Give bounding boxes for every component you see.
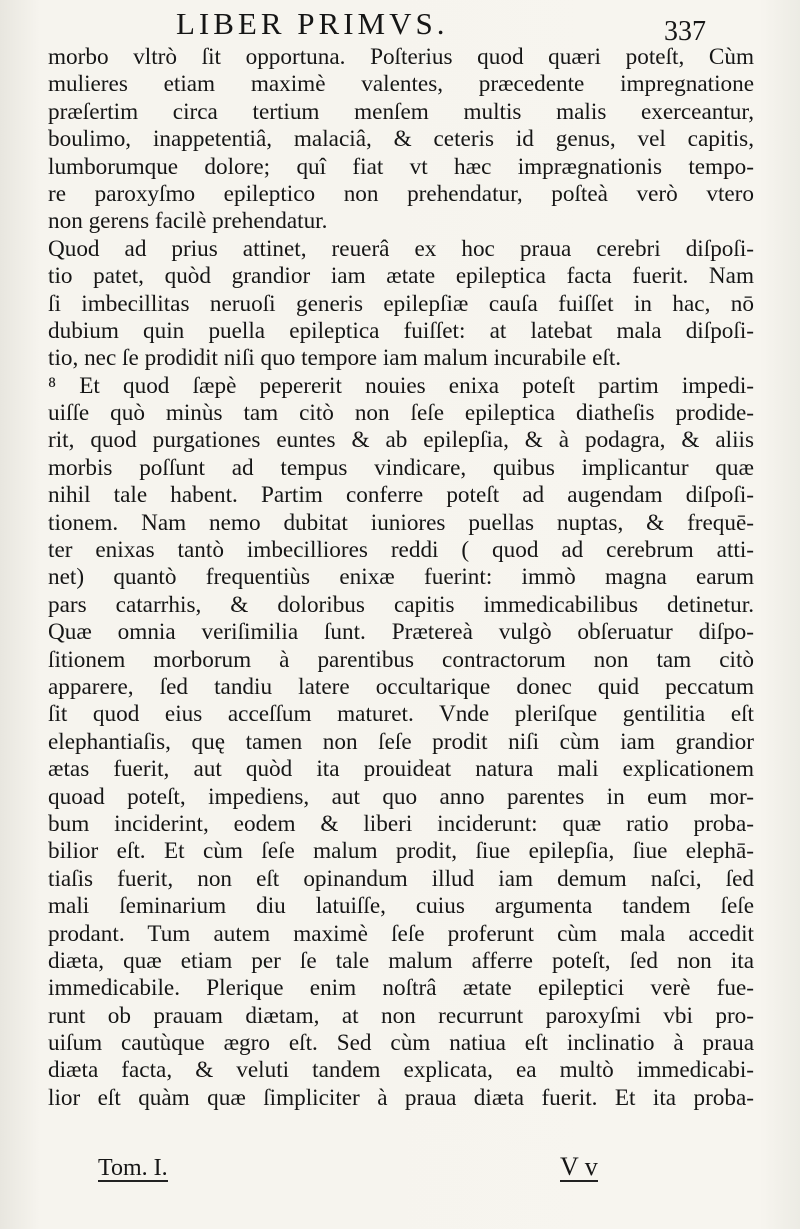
text-line: re paroxyſmo epileptico non prehendatur, poſteà verò vtero: [48, 180, 754, 207]
text-line: ſit quod eius acceſſum maturet. Vnde pleriſque gentilitia eſt: [48, 701, 754, 728]
text-line: dubium quin puella epileptica fuiſſet: at latebat mala diſpoſi-: [48, 317, 754, 344]
text-line: tionem. Nam nemo dubitat iuniores puellas nuptas, & frequē-: [48, 509, 754, 536]
page-header: [0, 4, 800, 47]
text-line: net) quantò frequentiùs enixæ fuerint: immò magna earum: [48, 564, 754, 591]
text-line: ter enixas tantò imbecilliores reddi ( quod ad cerebrum atti-: [48, 537, 754, 564]
page-number: 337: [664, 16, 706, 47]
text-line: præſertim circa tertium menſem multis malis exerceantur,: [48, 98, 754, 125]
text-line: mulieres etiam maximè valentes, præcedente impregnatione: [48, 71, 754, 98]
text-line: lior eſt quàm quæ ſimpliciter à praua diæta fuerit. Et ita proba-: [48, 1084, 754, 1111]
text-line: quoad poteſt, impediens, aut quo anno parentes in eum mor-: [48, 783, 754, 810]
page-footer: [0, 1148, 800, 1188]
text-line: ſitionem morborum à parentibus contractorum non tam citò: [48, 646, 754, 673]
text-line: mali ſeminarium diu latuiſſe, cuius argumenta tandem ſeſe: [48, 893, 754, 920]
text-line: rit, quod purgationes euntes & ab epilepſia, & à podagra, & aliis: [48, 427, 754, 454]
text-line: runt ob prauam diætam, at non recurrunt paroxyſmi vbi pro-: [48, 1002, 754, 1029]
text-line: tio patet, quòd grandior iam ætate epileptica facta fuerit. Nam: [48, 263, 754, 290]
signature-mark: V v: [560, 1152, 598, 1181]
text-line: ſi imbecillitas neruoſi generis epilepſiæ cauſa fuiſſet in hac, nō: [48, 290, 754, 317]
text-line: apparere, ſed tandiu latere occultarique donec quid peccatum: [48, 673, 754, 700]
text-line: nihil tale habent. Partim conferre poteſt ad augendam diſpoſi-: [48, 482, 754, 509]
body-text: [48, 44, 754, 1112]
text-line: immedicabile. Plerique enim noſtrâ ætate epileptici verè fue-: [48, 975, 754, 1002]
volume-mark: Tom. I.: [98, 1155, 168, 1181]
text-line: pars catarrhis, & doloribus capitis immedicabilibus detinetur.: [48, 591, 754, 618]
text-line: lumborumque dolore; quî fiat vt hæc imprægnationis tempo-: [48, 153, 754, 180]
text-line: morbis poſſunt ad tempus vindicare, quibus implicantur quæ: [48, 454, 754, 481]
text-line: prodant. Tum autem maximè ſeſe proferunt cùm mala accedit: [48, 920, 754, 947]
text-line: boulimo, inappetentiâ, malaciâ, & ceteris id genus, vel capitis,: [48, 126, 754, 153]
text-line: bilior eſt. Et cùm ſeſe malum prodit, ſiue epilepſia, ſiue elephā-: [48, 838, 754, 865]
text-line: uiſum cautùque ægro eſt. Sed cùm natiua eſt inclinatio à praua: [48, 1030, 754, 1057]
text-line: morbo vltrò ſit opportuna. Poſterius quod quæri poteſt, Cùm: [48, 44, 754, 70]
text-line: uiſſe quò minùs tam citò non ſeſe epileptica diatheſis prodide-: [48, 400, 754, 427]
text-line: ætas fuerit, aut quòd ita prouideat natura mali explicationem: [48, 756, 754, 783]
text-line: elephantiaſis, quę tamen non ſeſe prodit niſi cùm iam grandior: [48, 728, 754, 755]
text-line: tiaſis fuerit, non eſt opinandum illud iam demum naſci, ſed: [48, 865, 754, 892]
text-line: tio, nec ſe prodidit niſi quo tempore iam malum incurabile eſt.: [48, 345, 622, 372]
text-line: non gerens facilè prehendatur.: [48, 208, 328, 235]
text-line: Quæ omnia veriſimilia ſunt. Prætereà vulgò obſeruatur diſpo-: [48, 619, 754, 646]
text-line: diæta, quæ etiam per ſe tale malum afferre poteſt, ſed non ita: [48, 947, 754, 974]
running-title: LIBER PRIMVS.: [176, 6, 449, 41]
text-line: ⁸ Et quod ſæpè pepererit nouies enixa poteſt partim impedi-: [48, 372, 754, 399]
text-line: diæta facta, & veluti tandem explicata, ea multò immedicabi-: [48, 1057, 754, 1084]
text-line: bum inciderint, eodem & liberi inciderunt: quæ ratio proba-: [48, 810, 754, 837]
text-line: Quod ad prius attinet, reuerâ ex hoc praua cerebri diſpoſi-: [48, 235, 754, 262]
